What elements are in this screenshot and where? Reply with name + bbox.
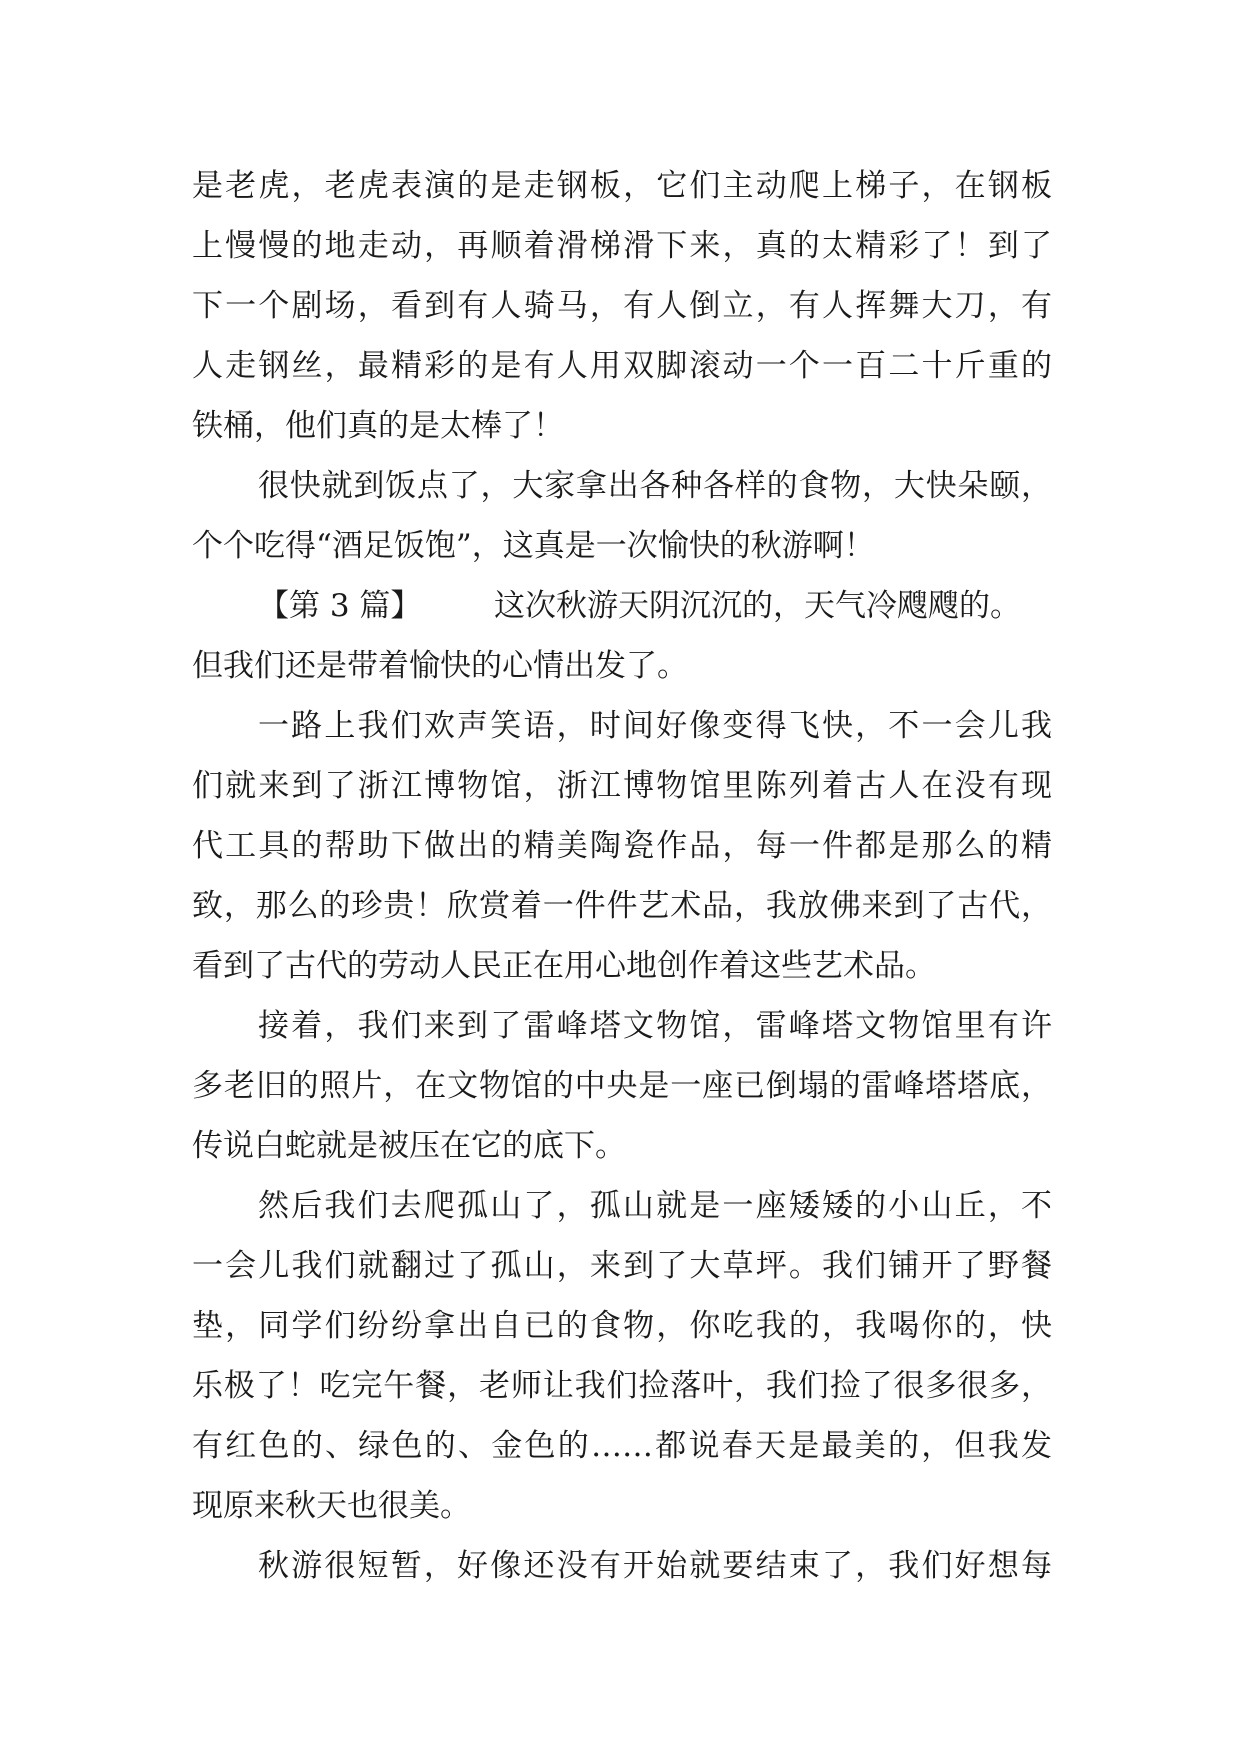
text-line: 看到了古代的劳动人民正在用心地创作着这些艺术品。 [192,948,936,984]
text-line: 秋游很短暂，好像还没有开始就要结束了，我们好想每 [258,1548,1052,1584]
text-line: 代工具的帮助下做出的精美陶瓷作品，每一件都是那么的精 [192,828,1052,864]
text-line: 但我们还是带着愉快的心情出发了。 [192,648,688,684]
text-line: 上慢慢的地走动，再顺着滑梯滑下来，真的太精彩了！到了 [192,228,1052,264]
text-line: 致，那么的珍贵！欣赏着一件件艺术品，我放佛来到了古代， [192,888,1052,924]
text-line: 现原来秋天也很美。 [192,1488,471,1524]
text-line: 个个吃得“酒足饭饱”，这真是一次愉快的秋游啊！ [192,528,875,564]
text-line: 多老旧的照片，在文物馆的中央是一座已倒塌的雷峰塔塔底， [192,1068,1052,1104]
text-line: 一会儿我们就翻过了孤山，来到了大草坪。我们铺开了野餐 [192,1248,1052,1284]
text-line: 很快就到饭点了，大家拿出各种各样的食物，大快朵颐， [258,468,1052,504]
text-line: 有红色的、绿色的、金色的……都说春天是最美的，但我发 [192,1428,1052,1464]
article-heading: 【第 3 篇】 [258,588,422,624]
text-line: 人走钢丝，最精彩的是有人用双脚滚动一个一百二十斤重的 [192,348,1052,384]
article-heading-line [258,576,1078,636]
text-line: 垫，同学们纷纷拿出自已的食物，你吃我的，我喝你的，快 [192,1308,1052,1344]
text-line: 乐极了！吃完午餐，老师让我们捡落叶，我们捡了很多很多， [192,1368,1052,1404]
text-line: 铁桶，他们真的是太棒了！ [192,408,564,444]
text-line: 是老虎，老虎表演的是走钢板，它们主动爬上梯子，在钢板 [192,168,1052,204]
text-line: 接着，我们来到了雷峰塔文物馆，雷峰塔文物馆里有许 [258,1008,1052,1044]
text-line: 下一个剧场，看到有人骑马，有人倒立，有人挥舞大刀，有 [192,288,1052,324]
text-line: 一路上我们欢声笑语，时间好像变得飞快，不一会儿我 [258,708,1052,744]
text-span: 这次秋游天阴沉沉的，天气冷飕飕的。 [494,588,1021,624]
text-line: 们就来到了浙江博物馆，浙江博物馆里陈列着古人在没有现 [192,768,1052,804]
text-line: 然后我们去爬孤山了，孤山就是一座矮矮的小山丘，不 [258,1188,1052,1224]
text-line: 传说白蛇就是被压在它的底下。 [192,1128,626,1164]
